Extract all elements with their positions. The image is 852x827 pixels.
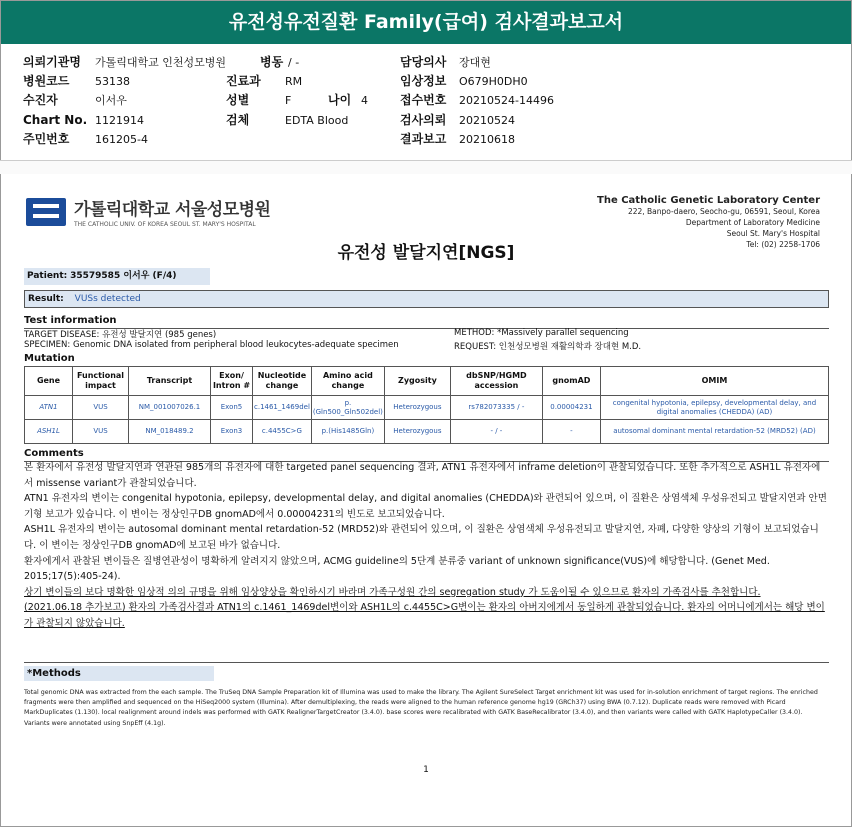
zygosity-cell: Heterozygous — [384, 420, 450, 444]
comments-body — [24, 460, 829, 632]
mutation-table-header — [25, 367, 829, 396]
result-report-label: 결과보고 — [400, 132, 447, 146]
mutation-heading: Mutation — [24, 353, 75, 364]
patient-label: Patient: — [27, 271, 68, 281]
column-header: Gene — [25, 367, 73, 396]
lab-center-name: The Catholic Genetic Laboratory Center — [597, 195, 820, 206]
transcript-cell: NM_018489.2 — [129, 420, 211, 444]
nucleotide-cell: c.1461_1469del — [253, 396, 312, 420]
methods-heading: *Methods — [24, 666, 214, 681]
hospital-value: 가톨릭대학교 인천성모병원 — [95, 56, 227, 69]
report-title: 유전성 발달지연[NGS] — [337, 243, 515, 263]
result-bar — [24, 290, 829, 308]
exon-cell: Exon5 — [211, 396, 253, 420]
column-header: Exon/ Intron # — [211, 367, 253, 396]
result-report-value: 20210618 — [459, 133, 515, 146]
ward-label: 병동 — [260, 55, 284, 69]
amino-acid-cell: p.(His1485Gln) — [311, 420, 384, 444]
comment-addendum: (2021.06.18 추가보고) 환자의 가족검사결과 ATN1의 c.1461_1469del변이와 ASH1L의 c.4455C>G변이는 환자의 아버지에게서 동일하게 관찰되었습니다. 환자의 어머니에게서는 해당 변이가 관찰되지 않았습니다. — [24, 602, 825, 629]
age-value: 4 — [361, 94, 368, 107]
zygosity-cell: Heterozygous — [384, 396, 450, 420]
section-divider — [0, 160, 852, 174]
comments-heading: Comments — [24, 448, 84, 459]
amino-acid-cell: p.(Gln500_Gln502del) — [311, 396, 384, 420]
scanned-report-page — [14, 180, 838, 820]
gnomad-cell: - — [542, 420, 600, 444]
lab-center-address: 222, Banpo-daero, Seocho-gu, 06591, Seoul, Korea — [627, 207, 820, 216]
gene-cell: ASH1L — [25, 420, 73, 444]
hospital-logo — [26, 195, 270, 228]
lab-center-tel: Tel: (02) 2258-1706 — [746, 240, 820, 249]
receipt-no-label: 접수번호 — [400, 93, 447, 107]
page-number: 1 — [423, 765, 429, 775]
patient-value: 35579585 이서우 (F/4) — [70, 271, 177, 281]
hospital-logo-subtitle: THE CATHOLIC UNIV. OF KOREA SEOUL ST. MARY'S HOSPITAL — [74, 221, 256, 228]
resident-id-value: 161205-4 — [95, 133, 148, 146]
request-info: REQUEST: 인천성모병원 재활의학과 장대현 M.D. — [454, 342, 642, 352]
hospital-code-label: 병원코드 — [23, 74, 70, 88]
column-header: gnomAD — [542, 367, 600, 396]
comment-paragraph: 본 환자에서 유전성 발달지연과 연관된 985개의 유전자에 대한 targeted panel sequencing 결과, ATN1 유전자에서 inframe deletion이 관찰되었습니다. 또한 추가적으로 ASH1L 유전자에서 missense variant가 관찰되었습니다. — [24, 462, 821, 489]
result-label: Result: — [28, 294, 64, 304]
dbsnp-cell: - / - — [450, 420, 542, 444]
report-banner-title: 유전성유전질환 Family(급여) 검사결과보고서 — [1, 1, 851, 44]
receipt-no-value: 20210524-14496 — [459, 94, 554, 107]
impact-cell: VUS — [73, 420, 129, 444]
comment-paragraph: ATN1 유전자의 변이는 congenital hypotonia, epilepsy, developmental delay, and digital anomalies (CHEDDA)와 관련되어 있으며, 이 질환은 상염색체 우성유전되고 발달지연과 안면기형 보고가 있습니다. 이 변이는 정상인구DB gnomAD에서 0.00004231의 빈도로 보고되었습니다. — [24, 493, 827, 520]
comment-paragraph: ASH1L 유전자의 변이는 autosomal dominant mental retardation-52 (MRD52)와 관련되어 있으며, 이 질환은 상염색체 우성유전되고 발달지연, 자폐, 다양한 양상의 기형이 보고되었습니다. 이 변이는 정상인구DB gnomAD에 보고된 바가 없습니다. — [24, 524, 819, 551]
recipient-label: 수진자 — [23, 93, 58, 107]
column-header: Transcript — [129, 367, 211, 396]
doctor-label: 담당의사 — [400, 55, 447, 69]
sex-value: F — [285, 94, 292, 107]
chart-no-label: Chart No. — [23, 113, 88, 127]
methods-text: Total genomic DNA was extracted from the each sample. The TruSeq DNA Sample Preparation kit of Illumina was used to make the library. The Agilent SureSelect Target enrichment kit was used for in-solution enrichment of target regions. The enriched fragments were then amplified and sequenced on the HiSeq2000 system (Illumina). After demultiplexing, the reads were aligned to the human reference genome hg19 (GRCh37) using BWA (0.7.12). Duplicate reads were removed with Picard MarkDuplicates (1.130). local realignment around indels was performed with GATK RealignerTargetCreator (3.4.0). base scores were recalibrated with GATK BaseRecalibrator (3.4.0), and then variants were called with GATK HaplotypeCaller (3.4.0). Variants were annotated using SnpEff (4.1g). — [24, 689, 818, 727]
test-request-value: 20210524 — [459, 114, 515, 127]
ward-value: / - — [288, 56, 300, 69]
result-value: VUSs detected — [74, 294, 141, 304]
transcript-cell: NM_001007026.1 — [129, 396, 211, 420]
column-header: dbSNP/HGMD accession — [450, 367, 542, 396]
specimen-value: EDTA Blood — [285, 114, 349, 127]
hospital-emblem-icon — [26, 198, 66, 226]
clinical-info-value: O679H0DH0 — [459, 75, 528, 88]
clinical-info-label: 임상정보 — [400, 74, 447, 88]
patient-bar — [24, 268, 210, 285]
comment-paragraph: 환자에게서 관찰된 변이들은 질병연관성이 명확하게 알려지지 않았으며, ACMG guideline의 5단계 분류중 variant of unknown significance(VUS)에 해당합니다. (Genet Med. 2015;17(5):405-24). — [24, 555, 770, 583]
test-request-label: 검사의뢰 — [400, 113, 447, 127]
column-header: OMIM — [600, 367, 828, 396]
mutation-table — [24, 366, 829, 444]
methods-heading-block — [24, 662, 829, 681]
impact-cell: VUS — [73, 396, 129, 420]
age-label: 나이 — [328, 93, 352, 107]
test-information-heading: Test information — [24, 315, 117, 326]
recipient-value: 이서우 — [95, 94, 127, 107]
hospital-logo-name: 가톨릭대학교 서울성모병원 — [74, 200, 271, 220]
table-row — [25, 396, 829, 420]
exon-cell: Exon3 — [211, 420, 253, 444]
lab-center-hospital: Seoul St. Mary's Hospital — [726, 229, 820, 238]
dbsnp-cell: rs782073335 / - — [450, 396, 542, 420]
resident-id-label: 주민번호 — [23, 132, 70, 146]
column-header: Amino acid change — [311, 367, 384, 396]
method-info: METHOD: *Massively parallel sequencing — [454, 328, 629, 338]
specimen-label: 검체 — [226, 113, 250, 127]
doctor-value: 장대현 — [459, 56, 491, 69]
department-value: RM — [285, 75, 303, 88]
chart-no-value: 1121914 — [95, 114, 144, 127]
hospital-code-value: 53138 — [95, 75, 130, 88]
hospital-label: 의뢰기관명 — [23, 55, 81, 69]
lab-center-department: Department of Laboratory Medicine — [685, 218, 820, 227]
comment-recommendation: 상기 변이들의 보다 명확한 임상적 의의 규명을 위해 임상양상을 확인하시기 바라며 가족구성원 간의 segregation study 가 도움이될 수 있으므로 환자의 가족검사를 추천합니다. — [24, 586, 761, 598]
target-disease: TARGET DISEASE: 유전성 발달지연 (985 genes) — [24, 330, 217, 340]
column-header: Nucleotide change — [253, 367, 312, 396]
column-header: Zygosity — [384, 367, 450, 396]
omim-cell: congenital hypotonia, epilepsy, developmental delay, and digital anomalies (CHEDDA) (AD) — [600, 396, 828, 420]
gnomad-cell: 0.00004231 — [542, 396, 600, 420]
department-label: 진료과 — [226, 74, 261, 88]
table-row — [25, 420, 829, 444]
sex-label: 성별 — [226, 93, 250, 107]
omim-cell: autosomal dominant mental retardation-52 (MRD52) (AD) — [600, 420, 828, 444]
column-header: Functional impact — [73, 367, 129, 396]
nucleotide-cell: c.4455C>G — [253, 420, 312, 444]
specimen-info: SPECIMEN: Genomic DNA isolated from peripheral blood leukocytes-adequate specimen — [24, 340, 399, 350]
gene-cell: ATN1 — [25, 396, 73, 420]
